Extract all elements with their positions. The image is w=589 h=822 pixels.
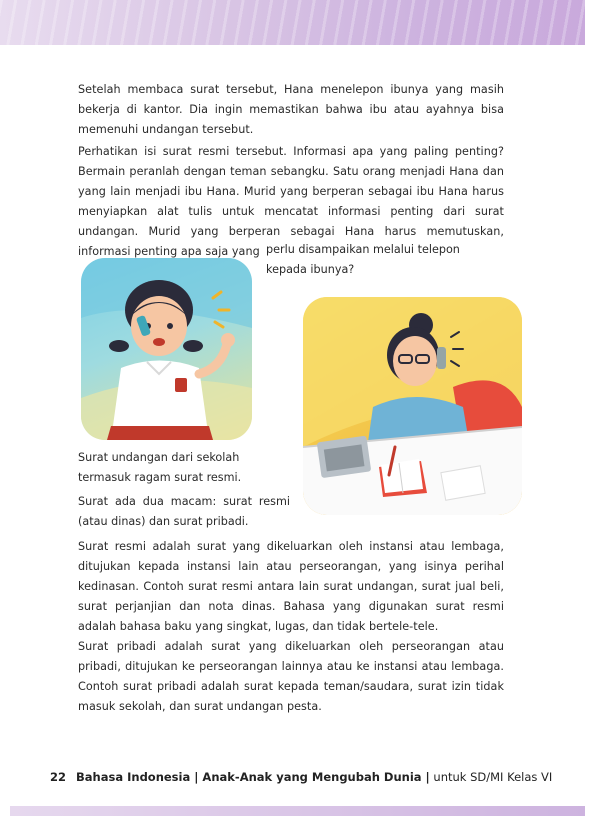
mother-on-phone-illustration bbox=[303, 297, 522, 515]
page-footer bbox=[50, 769, 552, 785]
caption-official-letter: Surat undangan dari sekolah termasuk ragam surat resmi. bbox=[78, 451, 242, 484]
paragraph-roleplay-continued-2: kepada ibunya? bbox=[266, 263, 355, 276]
footer-decoration-band bbox=[10, 806, 585, 816]
book-title: Bahasa Indonesia | Anak-Anak yang Mengubah Dunia | bbox=[76, 770, 430, 784]
header-decoration-band bbox=[0, 0, 585, 45]
paragraph-intro: Setelah membaca surat tersebut, Hana menelepon ibunya yang masih bekerja di kantor. Dia ingin memastikan bahwa ibu atau ayahnya bisa memenuhi undangan tersebut. bbox=[78, 83, 504, 136]
girl-on-phone-illustration bbox=[81, 258, 252, 440]
caption-letter-types: Surat ada dua macam: surat resmi (atau dinas) dan surat pribadi. bbox=[78, 495, 290, 528]
paragraph-roleplay-continued-1: perlu disampaikan melalui telepon bbox=[266, 243, 460, 256]
book-audience: untuk SD/MI Kelas VI bbox=[429, 770, 553, 784]
paragraph-roleplay: Perhatikan isi surat resmi tersebut. Informasi apa yang paling penting? Bermain peranlah dengan teman sebangku. Satu orang menjadi Hana dan yang lain menjadi ibu Hana. Murid yang berperan sebagai ibu Hana harus menyiapkan alat tulis untuk mencatat informasi penting dari surat undangan. Murid yang berperan sebagai Hana harus memutuskan, informasi penting apa saja yang bbox=[78, 145, 504, 258]
paragraph-official-letter: Surat resmi adalah surat yang dikeluarkan oleh instansi atau lembaga, ditujukan kepada instansi lain atau perseorangan, yang isinya perihal kedinasan. Contoh surat resmi antara lain surat undangan, surat jual beli, surat perjanjian dan nota dinas. Bahasa yang digunakan surat resmi adalah bahasa baku yang singkat, lugas, dan tidak bertele-tele. bbox=[78, 540, 504, 633]
page-number: 22 bbox=[50, 770, 67, 784]
paragraph-personal-letter: Surat pribadi adalah surat yang dikeluarkan oleh perseorangan atau pribadi, ditujukan ke perseorangan lainnya atau ke instansi atau lembaga. Contoh surat pribadi adalah surat kepada teman/saudara, surat izin tidak masuk sekolah, dan surat undangan pesta. bbox=[78, 640, 504, 713]
